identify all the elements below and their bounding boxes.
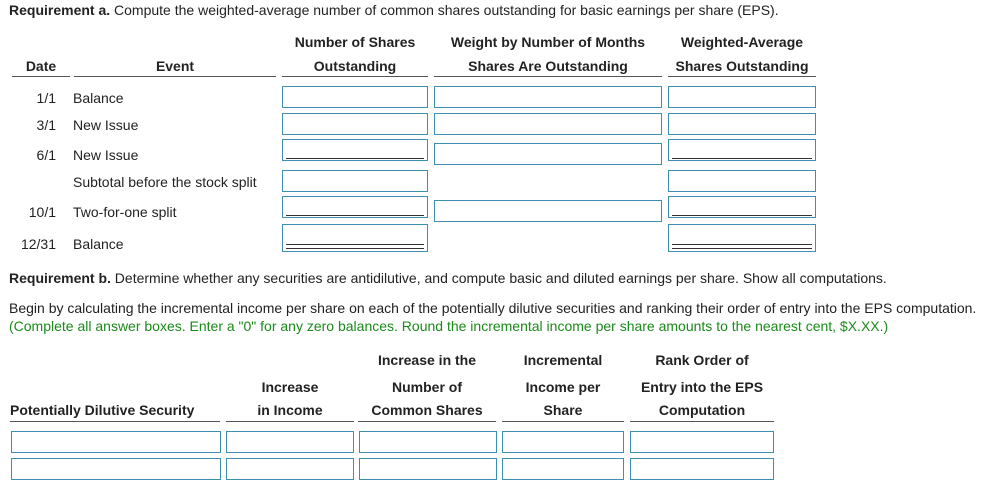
double-underline <box>672 244 812 249</box>
b-header-per-share-line1: Incremental <box>523 352 603 368</box>
row-date: 3/1 <box>36 117 56 133</box>
row-event: Subtotal before the stock split <box>73 174 257 190</box>
wavg-input-row1[interactable] <box>668 86 816 108</box>
rank-input-row2[interactable] <box>630 458 774 480</box>
shares-increase-input-row1[interactable] <box>359 431 497 453</box>
single-underline <box>672 158 812 159</box>
b-header-security: Potentially Dilutive Security <box>10 402 195 418</box>
single-underline <box>286 158 424 159</box>
single-underline <box>286 215 424 216</box>
wavg-input-subtotal[interactable] <box>668 170 816 192</box>
header-rule-date <box>12 76 70 77</box>
req-b-label: Requirement b. <box>9 270 111 286</box>
header-rule-event <box>74 76 276 77</box>
row-date: 6/1 <box>36 147 56 163</box>
header-weight-line2: Shares Are Outstanding <box>468 58 628 74</box>
b-header-rule-rank <box>630 421 774 422</box>
req-a-label: Requirement a. <box>9 2 111 18</box>
shares-input-row1[interactable] <box>282 86 428 108</box>
b-header-shares-line3: Common Shares <box>371 402 483 418</box>
weight-input-row1[interactable] <box>434 86 662 108</box>
row-event: New Issue <box>73 147 139 163</box>
b-header-rule-per-share <box>502 421 624 422</box>
b-header-rule-income <box>226 421 354 422</box>
header-rule-weight <box>434 76 662 77</box>
b-header-rank-line3: Computation <box>658 402 746 418</box>
b-header-income-line2: in Income <box>257 402 323 418</box>
b-header-rank-line1: Rank Order of <box>655 352 749 368</box>
header-shares-line2: Outstanding <box>313 58 397 74</box>
req-b-note: (Complete all answer boxes. Enter a "0" for any zero balances. Round the incremental income per share amounts to the nearest cent, $X.XX.) <box>9 318 889 334</box>
wavg-input-row2[interactable] <box>668 113 816 135</box>
row-date: 12/31 <box>20 236 56 252</box>
b-header-rule-shares <box>358 421 496 422</box>
row-event: New Issue <box>73 117 139 133</box>
req-a-title <box>9 2 779 18</box>
b-header-shares-line1: Increase in the <box>377 352 477 368</box>
row-date: 1/1 <box>36 90 56 106</box>
header-weight-line1: Weight by Number of Months <box>450 34 646 50</box>
header-shares-line1: Number of Shares <box>294 34 416 50</box>
b-header-per-share-line3: Share <box>543 402 583 418</box>
row-date: 10/1 <box>28 204 56 220</box>
header-wavg-line1: Weighted-Average <box>680 34 804 50</box>
weight-input-row2[interactable] <box>434 113 662 135</box>
per-share-input-row2[interactable] <box>502 458 624 480</box>
b-header-per-share-line2: Income per <box>525 379 601 395</box>
b-header-rule-security <box>10 421 220 422</box>
req-b-title <box>9 270 887 286</box>
b-header-rank-line2: Entry into the EPS <box>640 379 764 395</box>
req-b-text: Determine whether any securities are antidilutive, and compute basic and diluted earnings per share. Show all computations. <box>110 270 887 286</box>
income-input-row2[interactable] <box>226 458 354 480</box>
single-underline <box>672 215 812 216</box>
security-input-row1[interactable] <box>11 431 221 453</box>
shares-input-row2[interactable] <box>282 113 428 135</box>
rank-input-row1[interactable] <box>630 431 774 453</box>
weight-input-split[interactable] <box>434 200 662 222</box>
b-header-shares-line2: Number of <box>392 379 462 395</box>
weight-input-row3[interactable] <box>434 143 662 165</box>
security-input-row2[interactable] <box>11 458 221 480</box>
row-event: Balance <box>73 236 124 252</box>
header-rule-wavg <box>668 76 816 77</box>
shares-input-subtotal[interactable] <box>282 170 428 192</box>
header-date: Date <box>25 58 57 74</box>
req-b-instruction: Begin by calculating the incremental income per share on each of the potentially dilutive securities and ranking their order of entry into the EPS computation. <box>9 300 977 316</box>
double-underline <box>286 244 424 249</box>
header-wavg-line2: Shares Outstanding <box>675 58 809 74</box>
header-event: Event <box>155 58 195 74</box>
per-share-input-row1[interactable] <box>502 431 624 453</box>
shares-increase-input-row2[interactable] <box>359 458 497 480</box>
row-event: Balance <box>73 90 124 106</box>
income-input-row1[interactable] <box>226 431 354 453</box>
b-header-income-line1: Increase <box>261 379 319 395</box>
header-rule-shares <box>282 76 428 77</box>
row-event: Two-for-one split <box>73 204 177 220</box>
req-a-text: Compute the weighted-average number of common shares outstanding for basic earnings per share (EPS). <box>110 2 779 18</box>
